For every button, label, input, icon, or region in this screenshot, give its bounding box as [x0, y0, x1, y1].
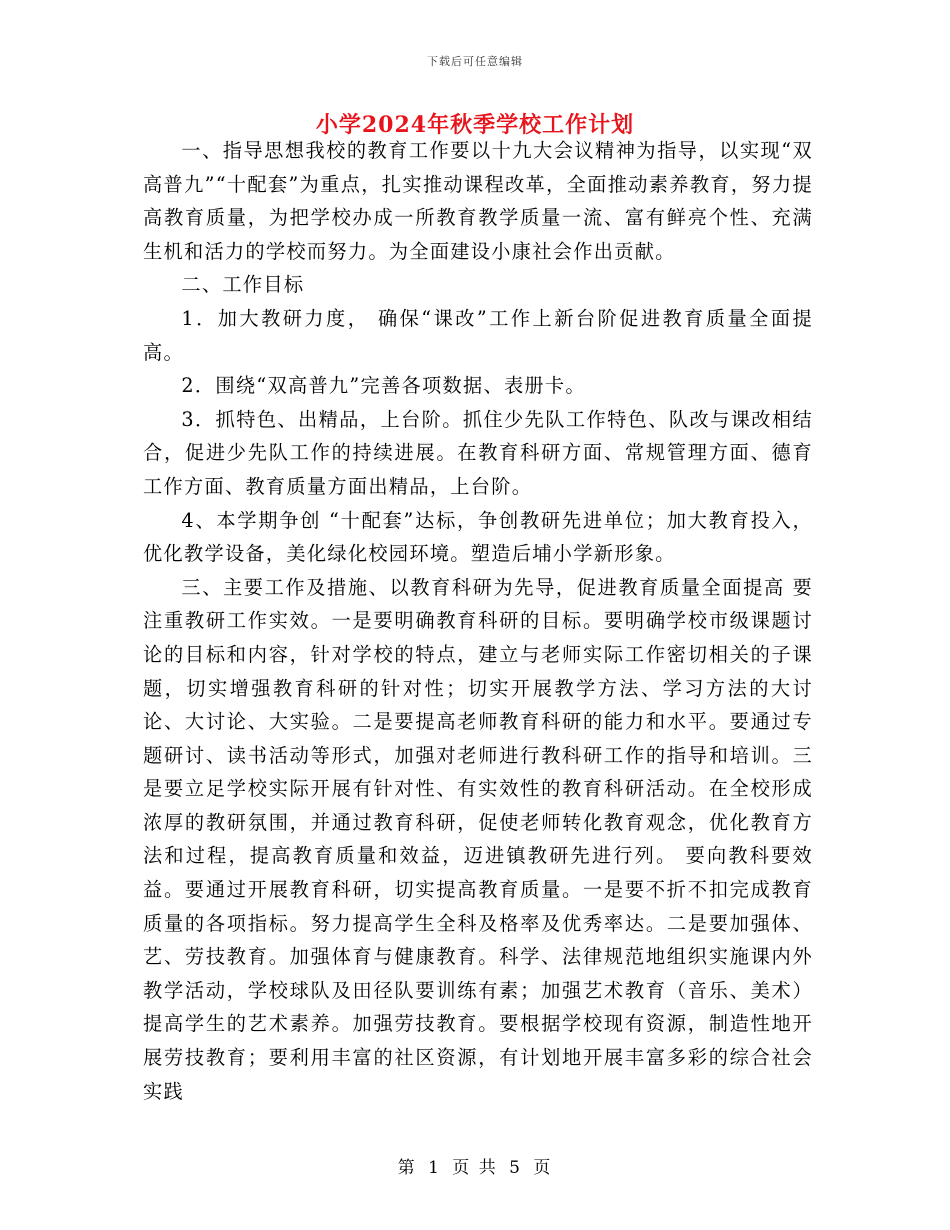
paragraph-goal-3: 3．抓特色、出精品，上台阶。抓住少先队工作特色、队改与课改相结合，促进少先队工作的持续进展。在教育科研方面、常规管理方面、德育工作方面、教育质量方面出精品，上台阶。 — [143, 407, 813, 498]
footer-prefix: 第 — [397, 1158, 417, 1178]
footer-suffix: 页 — [533, 1158, 553, 1178]
paragraph-goal-2: 2．围绕“双高普九”完善各项数据、表册卡。 — [181, 374, 586, 398]
document-title: 小学2024年秋季学校工作计划 — [315, 112, 635, 138]
footer-total-pages: 5 — [509, 1158, 522, 1178]
document-body — [143, 134, 813, 1108]
paragraph-work-goals-heading: 二、工作目标 — [181, 273, 305, 297]
footer-page-number: 1 — [428, 1158, 441, 1178]
paragraph-goal-4: 4、本学期争创 “十配套”达标，争创教研先进单位；加大教育投入，优化教学设备，美化绿化校园环境。塑造后埔小学新形象。 — [143, 508, 813, 566]
paragraph-main-work: 三、主要工作及措施、以教育科研为先导，促进教育质量全面提高 要注重教研工作实效。一是要明确教育科研的目标。要明确学校市级课题讨论的目标和内容，针对学校的特点，建立与老师实际工作密切相关的子课题，切实增强教育科研的针对性；切实开展教学方法、学习方法的大讨论、大讨论、大实验。二是要提高老师教育科研的能力和水平。要通过专题研讨、读书活动等形式，加强对老师进行教科研工作的指导和培训。三是要立足学校实际开展有针对性、有实效性的教育科研活动。在全校形成浓厚的教研氛围，并通过教育科研，促使老师转化教育观念，优化教育方法和过程，提高教育质量和效益，迈进镇教研先进行列。 要向教科要效益。要通过开展教育科研，切实提高教育质量。一是要不折不扣完成教育质量的各项指标。努力提高学生全科及格率及优秀率达。二是要加强体、艺、劳技教育。加强体育与健康教育。科学、法律规范地组织实施课内外教学活动，学校球队及田径队要训练有素；加强艺术教育（音乐、美术）提高学生的艺术素养。加强劳技教育。要根据学校现有资源，制造性地开展劳技教育；要利用丰富的社区资源，有计划地开展丰富多彩的综合社会实践 — [143, 575, 813, 1103]
page-footer — [0, 1153, 950, 1178]
paragraph-guiding-ideology: 一、指导思想我校的教育工作要以十九大会议精神为指导，以实现“双高普九”“十配套”为重点，扎实推动课程改革，全面推动素养教育，努力提高教育质量，为把学校办成一所教育教学质量一流、富有鲜亮个性、充满生机和活力的学校而努力。为全面建设小康社会作出贡献。 — [143, 139, 813, 263]
header-note: 下载后可任意编辑 — [427, 55, 523, 68]
footer-middle: 页 共 — [452, 1158, 498, 1178]
paragraph-goal-1: 1．加大教研力度， 确保“课改”工作上新台阶促进教育质量全面提高。 — [143, 306, 813, 364]
